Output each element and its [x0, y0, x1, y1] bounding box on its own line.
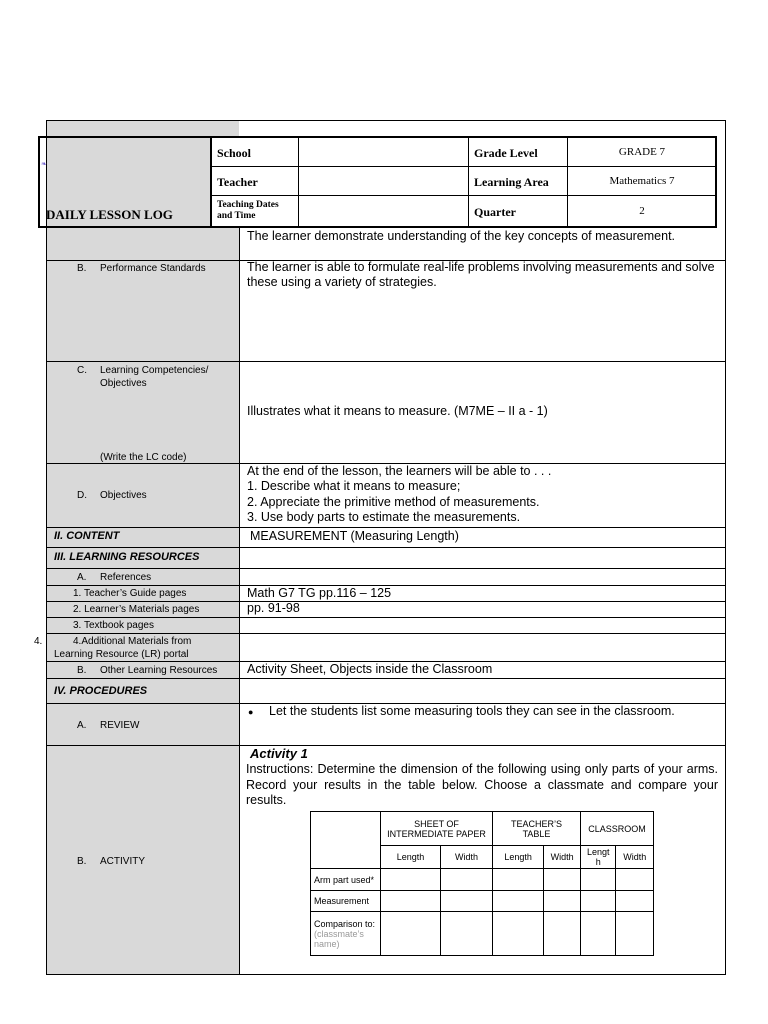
activity-title: Activity 1	[250, 746, 308, 761]
table-header-classroom: CLASSROOM	[581, 812, 654, 846]
learning-area-value: Mathematics 7	[609, 175, 675, 187]
activity-label: ACTIVITY	[100, 856, 146, 867]
learning-area-label: Learning Area	[474, 175, 549, 189]
procedures-section-label: IV. PROCEDURES	[54, 685, 148, 697]
references-letter: A.	[77, 572, 87, 583]
performance-text: The learner is able to formulate real-life problems involving measurements and solve these using a variety of strategies.	[247, 260, 715, 289]
competencies-label-2: Objectives	[100, 378, 147, 389]
learners-materials-value: pp. 91-98	[247, 601, 300, 615]
other-resources-label: Other Learning Resources	[100, 665, 218, 676]
resources-section-label: III. LEARNING RESOURCES	[54, 551, 200, 563]
quarter-value: 2	[639, 205, 645, 217]
textbook-label: 3. Textbook pages	[73, 620, 154, 631]
page-title: DAILY LESSON LOG	[46, 207, 173, 222]
content-section-label: II. CONTENT	[54, 530, 120, 542]
objectives-label: Objectives	[100, 490, 147, 501]
competencies-letter: C.	[77, 365, 87, 376]
header-left-border	[38, 136, 40, 228]
objectives-line-1: 1. Describe what it means to measure;	[247, 479, 461, 493]
header-top-border	[38, 136, 210, 138]
header-bottom-border	[38, 226, 210, 228]
activity-letter: B.	[77, 856, 87, 867]
table-col-width: Width	[544, 846, 581, 869]
activity-instructions: Instructions: Determine the dimension of the following using only parts of your arms. Record your results in the table below. Choose a classmate and compare your results.	[246, 762, 718, 807]
table-header-teacher: TEACHER’S TABLE	[493, 812, 581, 846]
other-resources-letter: B.	[77, 665, 87, 676]
other-resources-value: Activity Sheet, Objects inside the Classroom	[247, 662, 493, 676]
objectives-line-2: 2. Appreciate the primitive method of measurements.	[247, 495, 540, 509]
school-field[interactable]	[300, 146, 466, 164]
objectives-line-3: 3. Use body parts to estimate the measurements.	[247, 510, 521, 524]
review-label: REVIEW	[100, 720, 140, 731]
margin-number: 4.	[34, 636, 43, 647]
performance-label: Performance Standards	[100, 263, 206, 274]
table-col-length: Length	[381, 846, 441, 869]
review-text: Let the students list some measuring tools they can see in the classroom.	[269, 704, 675, 718]
performance-letter: B.	[77, 263, 87, 274]
grade-level-value: GRADE 7	[618, 146, 666, 158]
content-standards-text: The learner demonstrate understanding of the key concepts of measurement.	[247, 229, 676, 243]
teachers-guide-value: Math G7 TG pp.116 – 125	[247, 586, 392, 600]
table-row-label	[311, 912, 381, 956]
table-header-paper: SHEET OF INTERMEDIATE PAPER	[381, 812, 493, 846]
grade-level-label: Grade Level	[474, 146, 538, 160]
competencies-note: (Write the LC code)	[100, 452, 187, 463]
table-row-label: Arm part used*	[311, 869, 381, 891]
table-col-width: Width	[441, 846, 493, 869]
references-label: References	[100, 572, 152, 583]
learners-materials-label: 2. Learner’s Materials pages	[73, 604, 200, 615]
competencies-label-1: Learning Competencies/	[100, 365, 209, 376]
school-label: School	[217, 146, 252, 160]
bullet-icon: ●	[248, 707, 254, 717]
table-col-length: Length	[493, 846, 544, 869]
teacher-label: Teacher	[217, 175, 258, 189]
objectives-letter: D.	[77, 490, 87, 501]
objectives-line-0: At the end of the lesson, the learners will be able to . . .	[247, 464, 552, 478]
dates-label-2: and Time	[217, 211, 256, 221]
teacher-field[interactable]	[300, 172, 466, 190]
comparison-label: Comparison to:	[314, 918, 376, 929]
competencies-text: Illustrates what it means to measure. (M7ME – II a - 1)	[247, 404, 548, 418]
content-text: MEASUREMENT (Measuring Length)	[250, 529, 459, 543]
dates-field[interactable]	[300, 202, 466, 220]
quarter-label: Quarter	[474, 205, 516, 219]
header-info-box	[210, 136, 717, 228]
additional-materials-label-2: Learning Resource (LR) portal	[54, 649, 189, 660]
activity-table	[310, 811, 654, 956]
table-col-width: Width	[616, 846, 654, 869]
additional-materials-label-1: 4.Additional Materials from	[73, 636, 192, 647]
review-letter: A.	[77, 720, 87, 731]
table-row-label: Measurement	[311, 891, 381, 912]
teachers-guide-label: 1. Teacher’s Guide pages	[73, 588, 187, 599]
dates-label-1: Teaching Dates	[217, 200, 279, 210]
comparison-note: (classmate’s name)	[314, 928, 364, 949]
table-col-length: Lengt h	[581, 846, 616, 869]
deped-seal-icon: ❧	[41, 160, 47, 168]
